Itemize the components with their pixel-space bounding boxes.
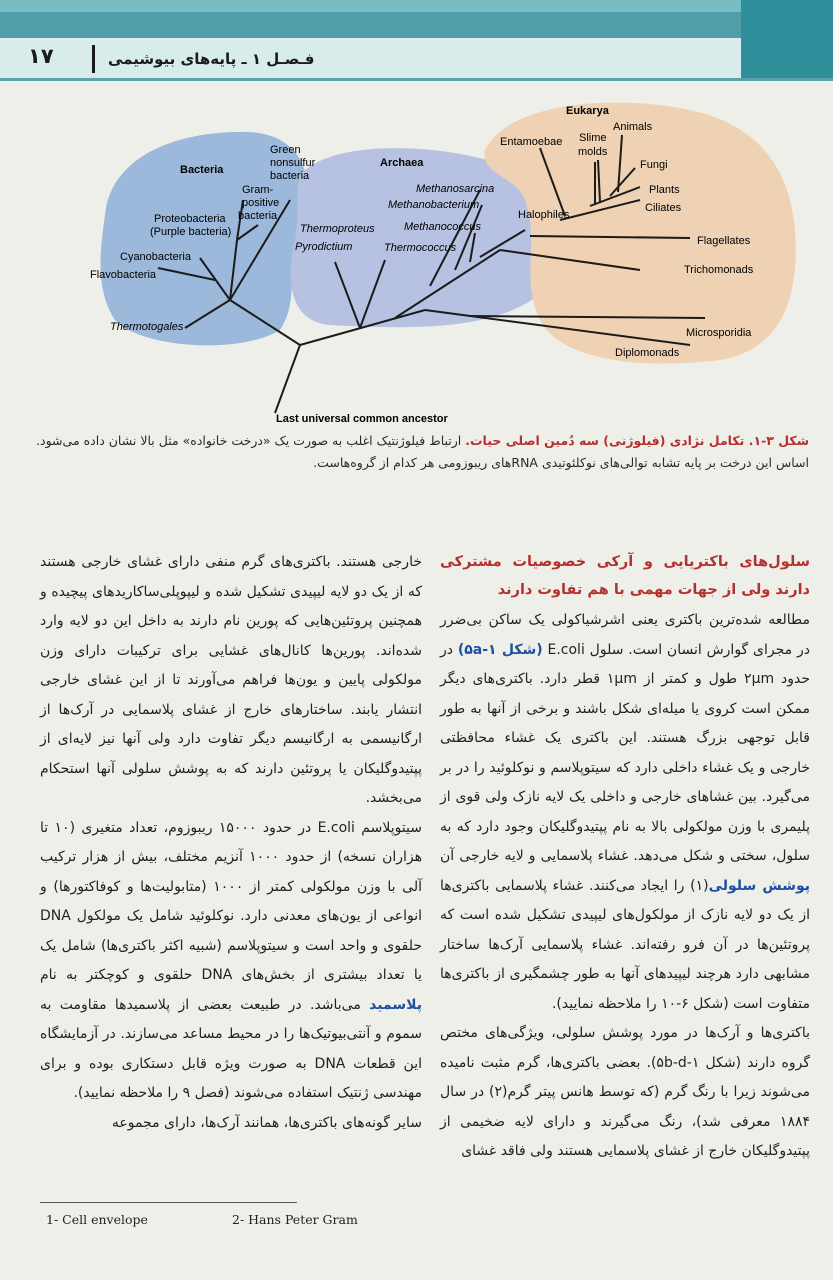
- left-paragraph-2: [40, 814, 422, 1109]
- thermococcus-label: Thermococcus: [384, 242, 457, 254]
- bacteria-domain-label: Bacteria: [180, 164, 224, 176]
- trichomonads-label: Trichomonads: [684, 264, 754, 276]
- term-plasmid: پلاسمید: [369, 996, 422, 1013]
- left-paragraph-3: سایر گونه‌های باکتری‌ها، همانند آرک‌ها، دارای مجموعه: [111, 1114, 422, 1131]
- footnote-2: 2- Hans Peter Gram: [232, 1212, 358, 1227]
- green-nonsulfur-label: Green: [270, 144, 301, 156]
- thermoproteus-label: Thermoproteus: [300, 223, 375, 235]
- eukarya-domain-label: Eukarya: [566, 105, 609, 117]
- methanosarcina-label: Methanosarcina: [416, 183, 495, 195]
- halophiles-label: Halophiles: [518, 209, 570, 221]
- figure-reference: (شکل ۵a-۱): [457, 641, 543, 658]
- right-p1-c: (۱) را ایجاد می‌کنند. غشاء پلاسمایی باکتری‌ها از یک دو لایه نازک از مولکول‌های لیپیدی تشکیل شده است که پروتئین‌ها در آن فرو رفته‌اند. غشاء پلاسمایی آرک‌ها ساختار مشابهی دارد هرچند لیپیدهای آنها به طور چشمگیری از باکتری‌ها متفاوت است (شکل ۶-۱۰ را ملاحظه نمایید).: [440, 877, 810, 1012]
- slime-molds-label: Slime: [579, 132, 607, 144]
- left-column: [40, 548, 422, 1138]
- animals-label: Animals: [613, 121, 653, 133]
- pyrodictium-label: Pyrodictium: [295, 241, 353, 253]
- header-edge-tab: [741, 0, 833, 78]
- gram-positive-label: Gram-: [242, 184, 274, 196]
- footnote-1: 1- Cell envelope: [46, 1212, 148, 1227]
- caption-lead: شکل ۳-۱. تکامل نژادی (فیلوژنی) سه دُمین اصلی حیات.: [465, 433, 809, 448]
- chapter-title: فـصـل ۱ ـ پایه‌های بیوشیمی: [108, 50, 315, 68]
- root-label: Last universal common ancestor: [276, 413, 448, 425]
- archaea-domain-label: Archaea: [380, 157, 424, 169]
- term-cell-envelope: پوشش سلولی: [708, 877, 810, 894]
- green-nonsulfur-label-2: nonsulfur: [270, 157, 316, 169]
- figure-caption: [19, 430, 809, 474]
- left-paragraph-1: خارجی هستند. باکتری‌های گرم منفی دارای غشای خارجی هستند که از یک دو لایه لیپیدی تشکیل شده و لیپوپلی‌ساکاریدهای پیچیده و همچنین پروتئین‌هایی که پورین نام دارند به داخل این دو لایه وارد شده‌اند. پورین‌ها کانال‌های غشایی برای ترکیبات دارای وزن مولکولی پایین و یون‌ها فراهم می‌آورند تا از این غشای خارجی انتشار یابند. ساختارهای خارج از غشای پلاسمایی در آرک‌ها از ارگانیسمی به ارگانیسم دیگر تفاوت دارد ولی آنها نیز لایه‌ای از پپتیدوگلیکان یا پروتئین دارند که به پوشش سلولی آنها استحکام می‌بخشد.: [40, 554, 422, 806]
- entamoebae-label: Entamoebae: [500, 136, 563, 148]
- right-paragraph-1: [440, 606, 810, 1019]
- right-paragraph-2: باکتری‌ها و آرک‌ها در مورد پوشش سلولی، ویژگی‌های مختص گروه دارند (شکل ۵b-d-۱). بعضی باکتری‌ها، گرم مثبت نامیده می‌شوند زیرا با رنگ گرم (که توسط هانس پیتر گرم(۲) در سال ۱۸۸۴ معرفی شد)، رنگ می‌گیرند و دارای لایه ضخیمی از پپتیدوگلیکان خارج از غشای پلاسمایی هستند ولی فاقد غشای: [440, 1025, 810, 1159]
- slime-molds-label-2: molds: [578, 146, 608, 158]
- microsporidia-label: Microsporidia: [686, 327, 752, 339]
- flavobacteria-label: Flavobacteria: [90, 269, 157, 281]
- left-p2-b: می‌باشد. در طبیعت بعضی از پلاسمیدها مقاومت به سموم و آنتی‌بیوتیک‌ها را در محیط مساعد می‌سازند. در آزمایشگاه این قطعات DNA به صورت ویژه قابل دستکاری بوده و برای مهندسی ژنتیک استفاده می‌شوند (فصل ۹ را ملاحظه نمایید).: [40, 996, 422, 1101]
- right-p1-a: مطالعه شده‌ترین باکتری یعنی اشرشیاکولی یک ساکن بی‌ضرر در مجرای گوارش انسان است. سلول E.coli: [440, 612, 810, 658]
- proteobacteria-label: Proteobacteria: [154, 213, 226, 225]
- section-heading: سلول‌های باکتریایی و آرکی خصوصیات مشترکی دارند ولی از جهات مهمی با هم تفاوت دارند: [440, 554, 810, 598]
- page-number: ۱۷: [28, 44, 54, 68]
- thermotogales-label: Thermotogales: [110, 321, 184, 333]
- right-column: [440, 548, 810, 1167]
- top-band-highlight: [0, 0, 833, 12]
- caption-line1-rest: ارتباط فیلوژنتیک اغلب به صورت یک «درخت خانواده» مثل بالا نشان داده می‌شود.: [36, 433, 466, 448]
- flagellates-label: Flagellates: [697, 235, 751, 247]
- header-separator: [92, 45, 95, 73]
- plants-label: Plants: [649, 184, 680, 196]
- gram-positive-label-2: positive: [242, 197, 280, 209]
- top-color-band: [0, 0, 833, 38]
- left-p2-a: سیتوپلاسم E.coli در حدود ۱۵۰۰۰ ریبوزوم، تعداد متغیری (۱۰ تا هزاران نسخه) از حدود ۱۰۰۰ آنزیم مختلف، بیش از هزار ترکیب آلی با وزن مولکولی کمتر از ۱۰۰۰ (متابولیت‌ها و کوفاکتورها) و انواعی از یون‌های معدنی دارد. نوکلوئید شامل یک مولکول DNA حلقوی و واحد است و سیتوپلاسم (شبیه اکثر باکتری‌ها) شامل یک یا تعداد بیشتری از بخش‌های DNA حلقوی و کوچکتر به نام: [40, 819, 423, 983]
- green-nonsulfur-label-3: bacteria: [270, 170, 310, 182]
- methanococcus-label: Methanococcus: [404, 221, 482, 233]
- fungi-label: Fungi: [640, 159, 668, 171]
- gram-positive-label-3: bacteria: [238, 210, 278, 222]
- ciliates-label: Ciliates: [645, 202, 682, 214]
- diplomonads-label: Diplomonads: [615, 347, 680, 359]
- cyanobacteria-label: Cyanobacteria: [120, 251, 191, 263]
- phylogenetic-tree-figure: [0, 90, 833, 430]
- footnote-rule: [40, 1202, 297, 1203]
- methanobacterium-label: Methanobacterium: [388, 199, 480, 211]
- caption-line-2: اساس این درخت بر پایه تشابه توالی‌های نوکلئوتیدی RNAهای ریبوزومی هر کدام از گروه‌هاست.: [313, 455, 809, 470]
- proteobacteria-label-2: (Purple bacteria): [150, 226, 232, 238]
- caption-line-1: [19, 430, 809, 452]
- right-p1-b: در حدود ۲µm طول و کمتر از ۱µm قطر دارد. باکتری‌های دیگر ممکن است کروی یا میله‌ای شکل باشند و برخی از آنها به طور قابل توجهی بزرگ هستند. این باکتری یک غشاء محافظتی خارجی و یک غشاء داخلی دارد که سیتوپلاسم و نوکلوئید را در بر می‌گیرد. بین غشاهای خارجی و داخلی یک لایه نازک ولی قوی از پلیمری با وزن مولکولی بالا به نام پپتیدوگلیکان وجود دارد که به سلول، سختی و شکل می‌دهد. غشاء پلاسمایی و لایه خارجی آن: [440, 641, 810, 864]
